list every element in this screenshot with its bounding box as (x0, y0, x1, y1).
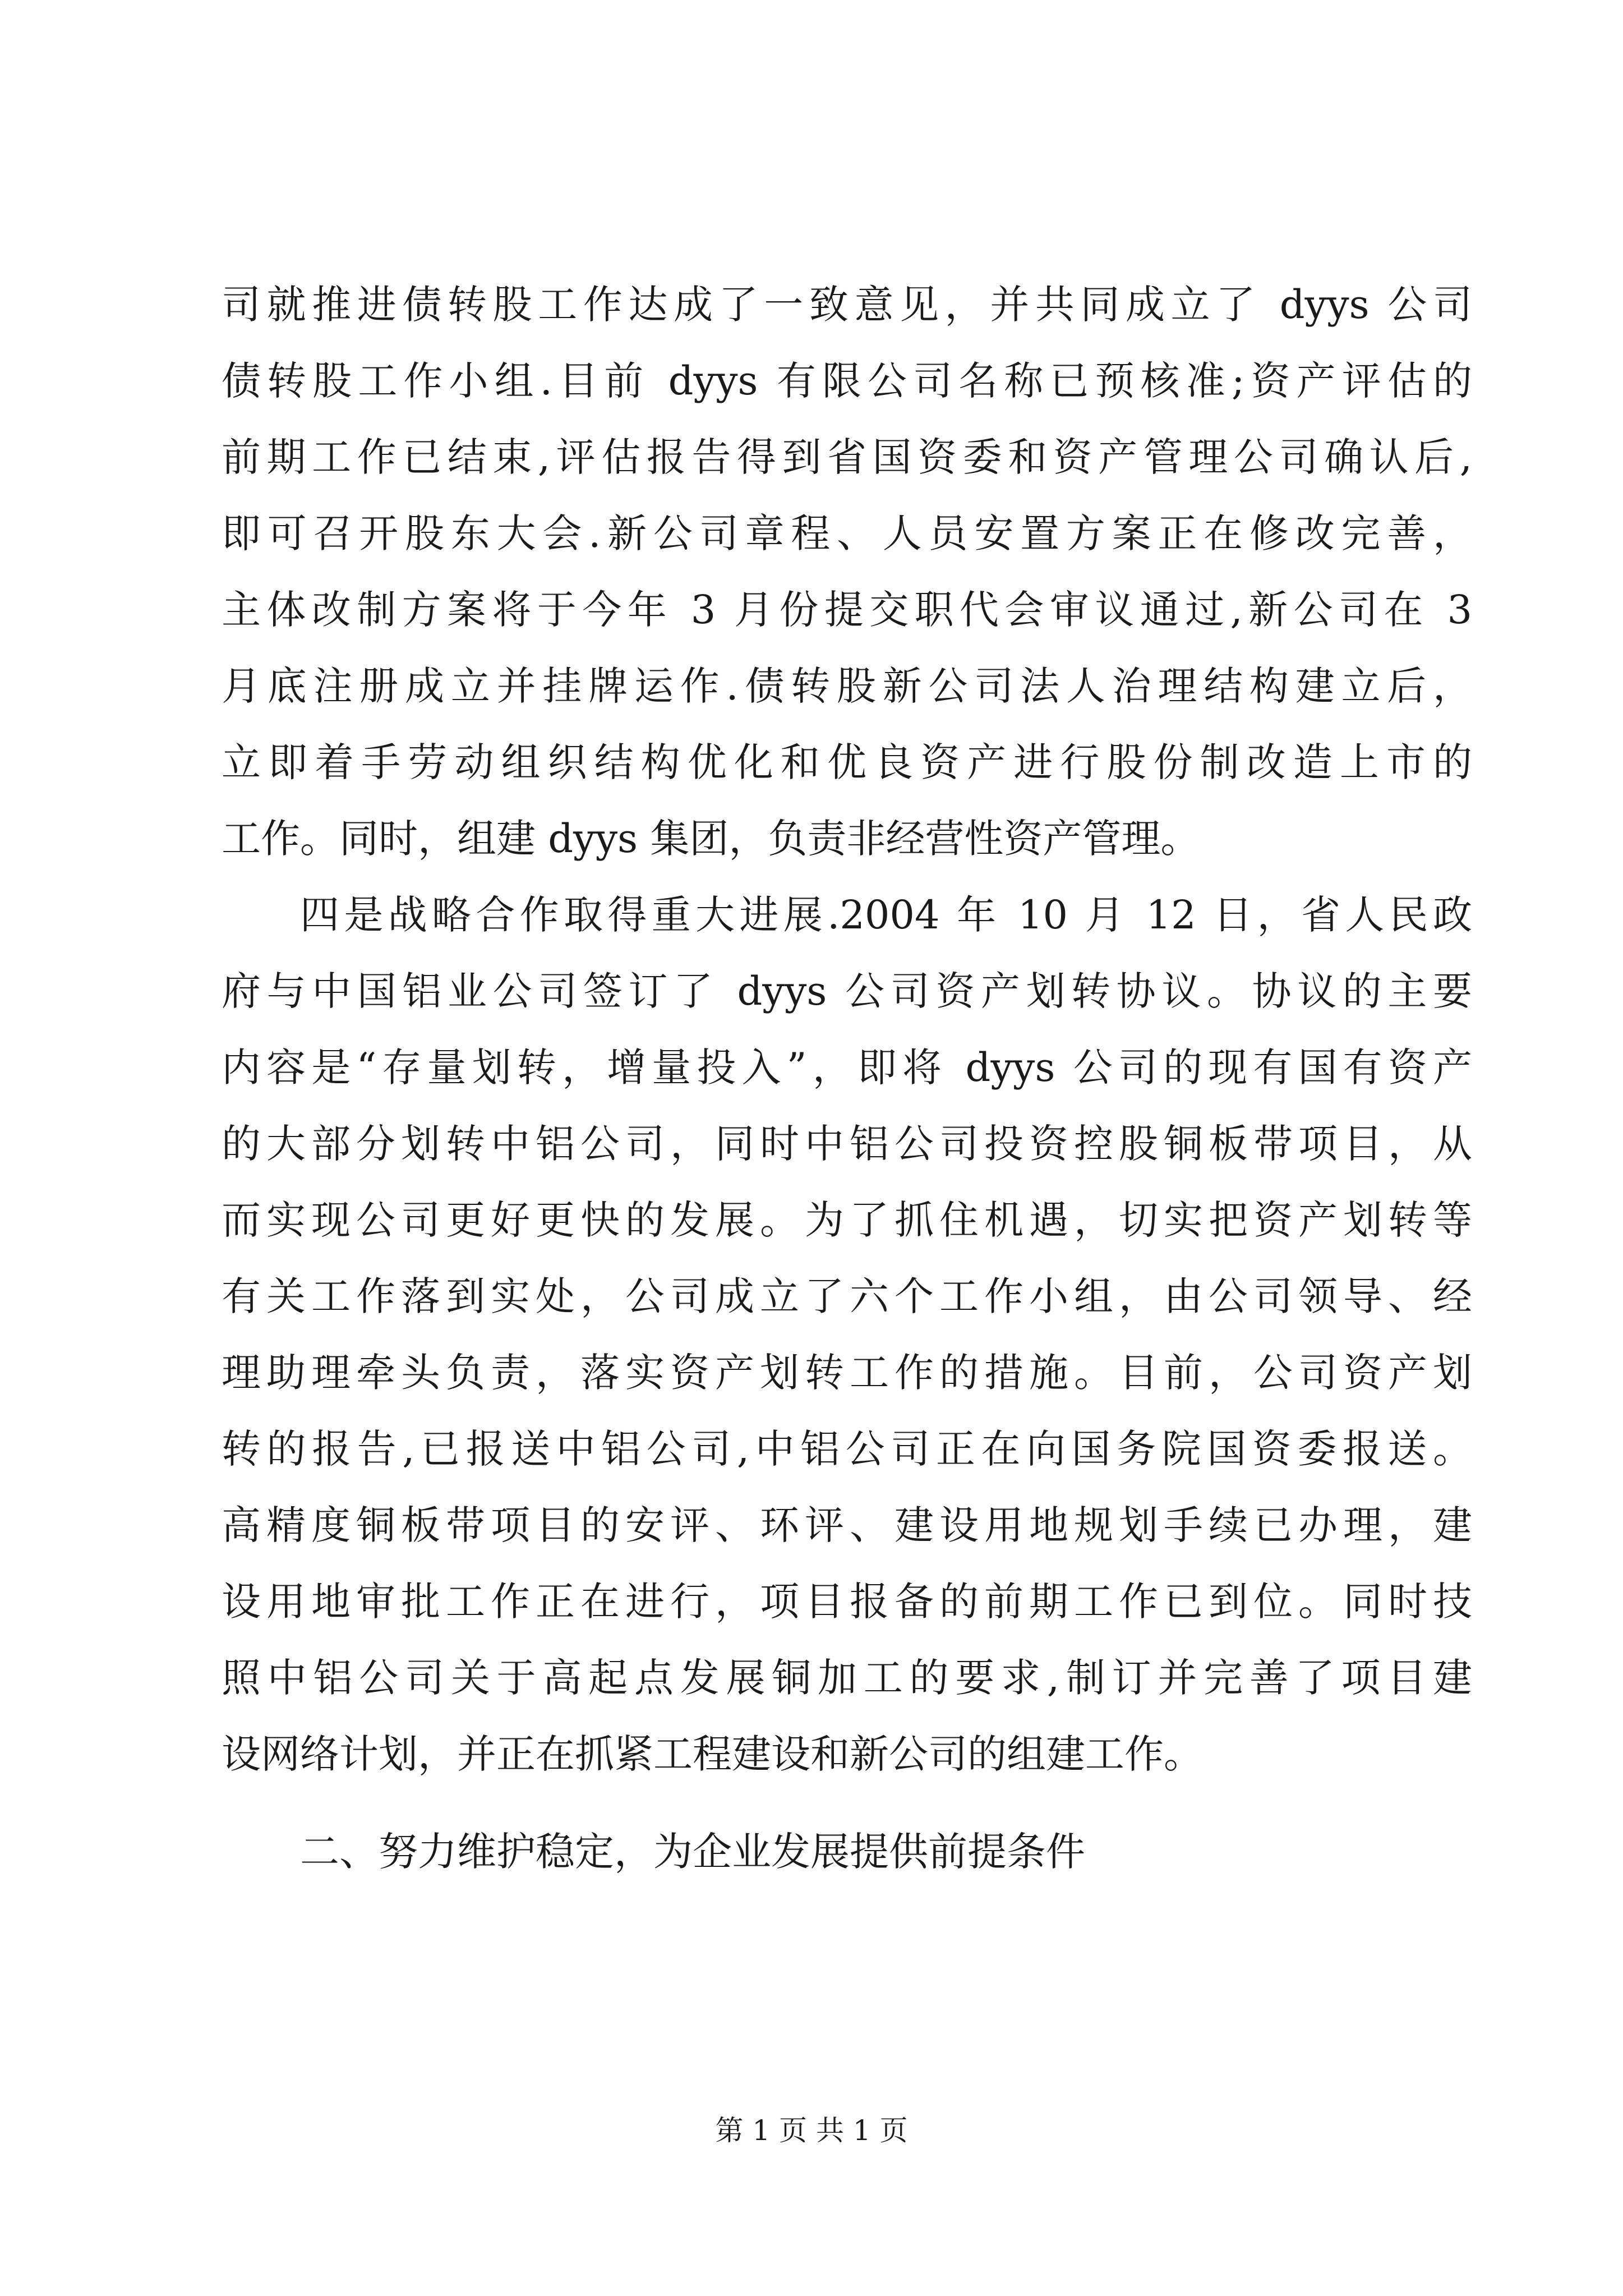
text-line-20: 设网络计划，并正在抓紧工程建设和新公司的组建工作。 (222, 1731, 1203, 1777)
text-line-10: 府与中国铝业公司签订了 dyys 公司资产划转协议。协议的主要 (222, 968, 1472, 1014)
page-footer: 第 1 页 共 1 页 (715, 2114, 908, 2147)
text-line-1: 司就推进债转股工作达成了一致意见，并共同成立了 dyys 公司 (222, 282, 1472, 328)
section-heading: 二、努力维护稳定，为企业发展提供前提条件 (300, 1829, 1085, 1875)
text-line-4: 即可召开股东大会.新公司章程、人员安置方案正在修改完善， (222, 510, 1472, 556)
text-line-5: 主体改制方案将于今年 3 月份提交职代会审议通过,新公司在 3 (222, 587, 1472, 633)
text-line-13: 而实现公司更好更快的发展。为了抓住机遇，切实把资产划转等 (222, 1197, 1472, 1243)
text-line-11: 内容是“存量划转，增量投入”，即将 dyys 公司的现有国有资产 (222, 1045, 1472, 1091)
text-line-12: 的大部分划转中铝公司，同时中铝公司投资控股铜板带项目，从 (222, 1121, 1472, 1167)
document-body (222, 266, 1472, 1890)
text-line-2: 债转股工作小组.目前 dyys 有限公司名称已预核准;资产评估的 (222, 358, 1472, 404)
text-line-17: 高精度铜板带项目的安评、环评、建设用地规划手续已办理，建 (222, 1502, 1472, 1548)
text-line-8: 工作。同时，组建 dyys 集团，负责非经营性资产管理。 (222, 816, 1200, 862)
text-line-3: 前期工作已结束,评估报告得到省国资委和资产管理公司确认后, (222, 434, 1472, 480)
text-line-15: 理助理牵头负责，落实资产划转工作的措施。目前，公司资产划 (222, 1350, 1472, 1396)
text-line-14: 有关工作落到实处，公司成立了六个工作小组，由公司领导、经 (222, 1273, 1472, 1319)
text-line-19: 照中铝公司关于高起点发展铜加工的要求,制订并完善了项目建 (222, 1655, 1472, 1701)
text-line-6: 月底注册成立并挂牌运作.债转股新公司法人治理结构建立后， (222, 663, 1472, 709)
paragraph-start-line: 四是战略合作取得重大进展.2004 年 10 月 12 日，省人民政 (300, 892, 1472, 938)
text-line-18: 设用地审批工作正在进行，项目报备的前期工作已到位。同时技 (222, 1579, 1472, 1625)
text-line-7: 立即着手劳动组织结构优化和优良资产进行股份制改造上市的 (222, 739, 1472, 785)
text-line-16: 转的报告,已报送中铝公司,中铝公司正在向国务院国资委报送。 (222, 1426, 1472, 1472)
